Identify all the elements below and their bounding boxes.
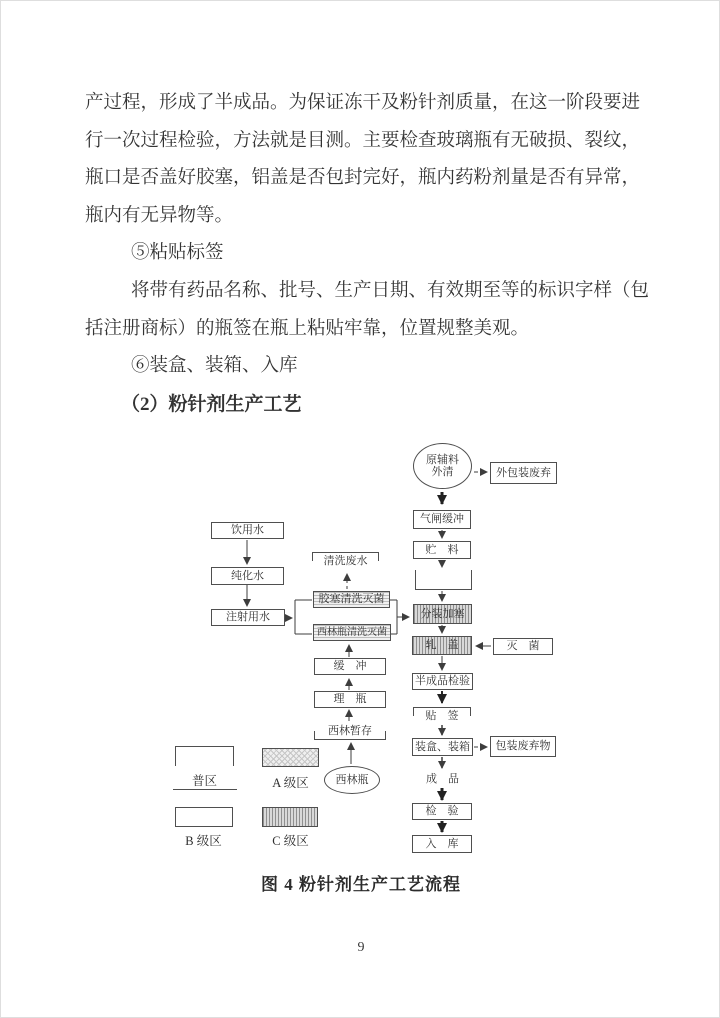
node-bottle-sorting: 理 瓶 xyxy=(314,691,386,708)
body-line: 括注册商标）的瓶签在瓶上粘贴牢靠，位置规整美观。 xyxy=(85,318,530,339)
legend-general-area-symbol xyxy=(175,746,234,766)
node-inspection: 检 验 xyxy=(412,803,472,820)
node-semi-product-check: 半成品检验 xyxy=(412,673,473,690)
flow-connectors xyxy=(1,1,720,1018)
body-line: 瓶内有无异物等。 xyxy=(85,205,234,226)
node-washing-wastewater: 清洗废水 xyxy=(312,552,379,570)
node-capping: 轧 盖 xyxy=(412,636,472,655)
node-injection-water: 注射用水 xyxy=(211,609,285,626)
legend-general-area-underline xyxy=(173,789,237,790)
node-stopper-washing: 胶塞清洗灭菌 xyxy=(313,591,390,608)
node-packaging-waste: 包装废弃物 xyxy=(490,736,556,757)
node-sterilization: 灭 菌 xyxy=(493,638,553,655)
legend-grade-b-label: B 级区 xyxy=(185,834,222,848)
node-buffer: 缓 冲 xyxy=(314,658,386,675)
node-vial-temp-storage: 西林暂存 xyxy=(314,723,386,740)
body-line-step5: ⑤粘贴标签 xyxy=(131,243,224,264)
node-label: 外清 xyxy=(431,466,454,478)
section-heading: （2）粉针剂生产工艺 xyxy=(121,393,302,415)
node-warehousing: 入 库 xyxy=(412,835,472,853)
node-labeling: 贴 签 xyxy=(413,707,471,724)
body-line: 瓶口是否盖好胶塞，铝盖是否包封完好，瓶内药粉剂量是否有异常， xyxy=(85,168,641,189)
node-purified-water: 纯化水 xyxy=(211,567,284,585)
node-air-lock-buffer: 气闸缓冲 xyxy=(413,510,471,529)
legend-grade-b-symbol xyxy=(175,807,233,827)
node-label: 原辅料 xyxy=(426,453,459,466)
body-line: 行一次过程检验，方法就是目测。主要检查玻璃瓶有无破损、裂纹， xyxy=(85,130,641,151)
legend-general-area-label: 普区 xyxy=(191,774,217,788)
body-line-step6: ⑥装盒、装箱、入库 xyxy=(131,356,298,377)
node-outer-packaging-waste: 外包装废弃 xyxy=(490,462,557,484)
node-filling-stoppering: 分装加塞 xyxy=(413,604,472,624)
body-line: 将带有药品名称、批号、生产日期、有效期至等的标识字样（包 xyxy=(131,280,650,301)
legend-grade-a-symbol xyxy=(262,748,319,767)
node-raw-material-cleaning xyxy=(413,443,472,489)
body-line: 产过程，形成了半成品。为保证冻干及粉针剂质量，在这一阶段要进 xyxy=(85,93,641,113)
page-number: 9 xyxy=(357,940,365,955)
legend-grade-c-label: C 级区 xyxy=(272,834,309,848)
node-finished-product: 成 品 xyxy=(426,773,459,786)
node-empty-box xyxy=(415,570,472,590)
node-material-storage: 贮 料 xyxy=(413,541,471,559)
figure-caption: 图 4 粉针剂生产工艺流程 xyxy=(261,875,461,894)
node-drinking-water: 饮用水 xyxy=(211,522,284,539)
legend-grade-a-label: A 级区 xyxy=(272,776,309,790)
node-vial-washing: 西林瓶清洗灭菌 xyxy=(313,624,391,641)
legend-grade-c-symbol xyxy=(262,807,318,827)
node-vial: 西林瓶 xyxy=(324,766,380,794)
process-flow-diagram xyxy=(1,1,720,1018)
node-boxing-casing: 装盒、装箱 xyxy=(412,738,473,756)
